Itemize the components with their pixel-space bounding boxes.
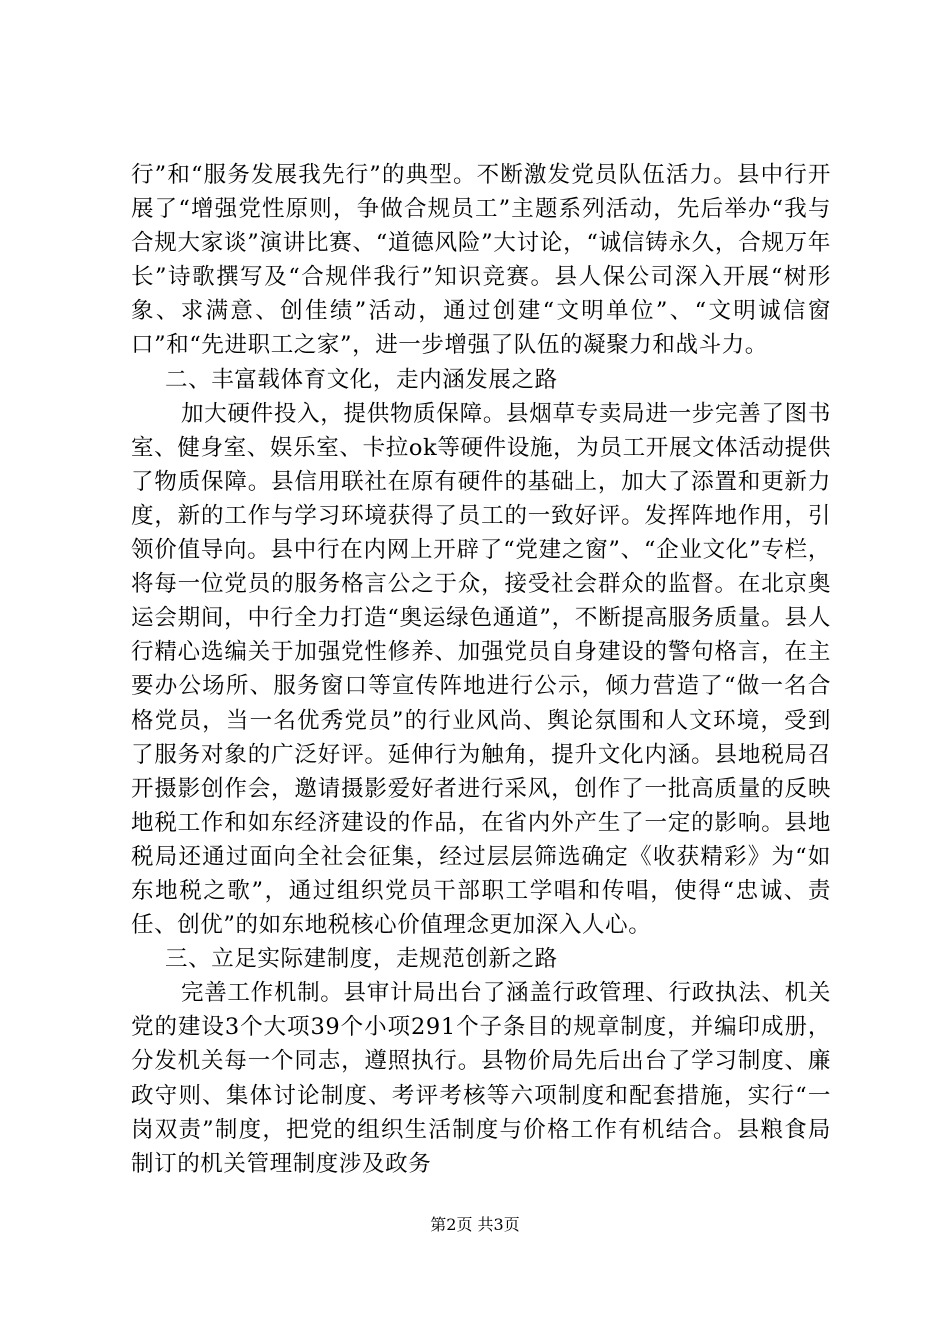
document-body xyxy=(131,158,831,1181)
section-heading-3: 三、立足实际建制度，走规范创新之路 xyxy=(165,946,558,973)
page-footer: 第2页 共3页 xyxy=(430,1215,520,1234)
body-paragraph-2: 加大硬件投入，提供物质保障。县烟草专卖局进一步完善了图书室、健身室、娱乐室、卡拉ok等硬件设施，为员工开展文体活动提供了物质保障。县信用联社在原有硬件的基础上，加大了添置和更新力度，新的工作与学习环境获得了员工的一致好评。发挥阵地作用，引领价值导向。县中行在内网上开辟了“党建之窗”、“企业文化”专栏，将每一位党员的服务格言公之于众，接受社会群众的监督。在北京奥运会期间，中行全力打造“奥运绿色通道”，不断提高服务质量。县人行精心选编关于加强党性修养、加强党员自身建设的警句格言，在主要办公场所、服务窗口等宣传阵地进行公示，倾力营造了“做一名合格党员，当一名优秀党员”的行业风尚、舆论氛围和人文环境，受到了服务对象的广泛好评。延伸行为触角，提升文化内涵。县地税局召开摄影创作会，邀请摄影爱好者进行采风，创作了一批高质量的反映地税工作和如东经济建设的作品，在省内外产生了一定的影响。县地税局还通过面向全社会征集，经过层层筛选确定《收获精彩》为“如东地税之歌”，通过组织党员干部职工学唱和传唱，使得“忠诚、责任、创优”的如东地税核心价值理念更加深入人心。 xyxy=(131,400,831,939)
section-heading-2: 二、丰富载体育文化，走内涵发展之路 xyxy=(165,366,558,393)
body-paragraph-3: 完善工作机制。县审计局出台了涵盖行政管理、行政执法、机关党的建设3个大项39个小项291个子条目的规章制度，并编印成册，分发机关每一个同志，遵照执行。县物价局先后出台了学习制度、廉政守则、集体讨论制度、考评考核等六项制度和配套措施，实行“一岗双责”制度，把党的组织生活制度与价格工作有机结合。县粮食局制订的机关管理制度涉及政务 xyxy=(131,980,831,1177)
body-paragraph-1: 行”和“服务发展我先行”的典型。不断激发党员队伍活力。县中行开展了“增强党性原则，争做合规员工”主题系列活动，先后举办“我与合规大家谈”演讲比赛、“道德风险”大讨论，“诚信铸永久，合规万年长”诗歌撰写及“合规伴我行”知识竞赛。县人保公司深入开展“树形象、求满意、创佳绩”活动，通过创建“文明单位”、“文明诚信窗口”和“先进职工之家”，进一步增强了队伍的凝聚力和战斗力。 xyxy=(131,162,831,359)
